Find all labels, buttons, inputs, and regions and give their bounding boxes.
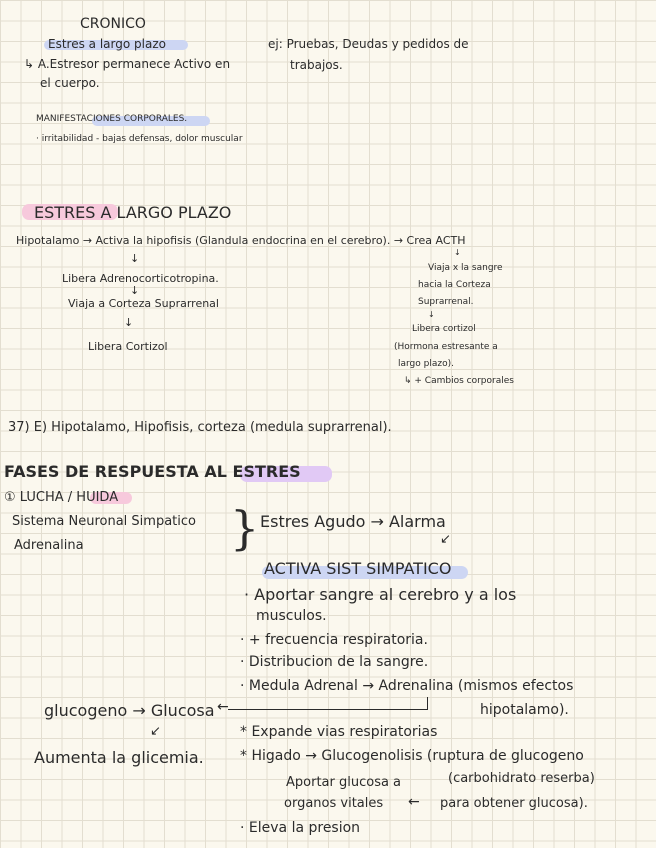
bullet-distribucion: · Distribucion de la sangre.: [240, 654, 429, 670]
activa-sist-simpatico: ACTIVA SIST SIMPATICO: [264, 559, 452, 578]
bullet-eleva-presion: · Eleva la presion: [240, 820, 361, 836]
question-37: 37) E) Hipotalamo, Hipofisis, corteza (medula suprarrenal).: [8, 420, 392, 435]
cronico-line2: ↳ A.Estresor permanece Activo en: [24, 57, 231, 71]
estres-largo-plazo-title: ESTRES A LARGO PLAZO: [34, 203, 232, 222]
cronico-line1: Estres a largo plazo: [48, 37, 166, 51]
sistema-neuronal: Sistema Neuronal Simpatico: [12, 514, 196, 529]
lucha-huida: ① LUCHA / HUIDA: [4, 490, 119, 505]
carbohidrato-reserva: (carbohidrato reserba): [448, 771, 595, 786]
bullet-higado: * Higado → Glucogenolisis (ruptura de glucogeno: [240, 748, 584, 764]
bullet-medula-1: · Medula Adrenal → Adrenalina (mismos efectos: [240, 678, 574, 694]
bullet-aportar-sangre-2: musculos.: [256, 608, 327, 624]
fases-title: FASES DE RESPUESTA AL ESTRES: [4, 462, 301, 481]
aumenta-glicemia: Aumenta la glicemia.: [34, 748, 204, 767]
suprarrenal: Suprarrenal.: [418, 297, 474, 307]
cronico-line3: el cuerpo.: [40, 76, 100, 90]
down-arrow-r1: ↓: [454, 248, 461, 257]
largo-plazo: largo plazo).: [398, 359, 454, 369]
manifestaciones-title: MANIFESTACIONES CORPORALES.: [36, 114, 188, 124]
cronico-example1: ej: Pruebas, Deudas y pedidos de: [268, 37, 469, 51]
bullet-frecuencia: · + frecuencia respiratoria.: [240, 632, 428, 648]
cronico-example2: trabajos.: [290, 58, 343, 72]
cambios-corporales: ↳ + Cambios corporales: [404, 376, 514, 386]
viaja-sangre: Viaja x la sangre: [428, 263, 503, 273]
obtener-glucosa: para obtener glucosa).: [440, 796, 588, 811]
down-arrow-3: ↓: [124, 316, 134, 329]
bullet-expande: * Expande vias respiratorias: [240, 724, 438, 740]
hipotalamo-main-line: Hipotalamo → Activa la hipofisis (Glandula endocrina en el cerebro). → Crea ACTH: [16, 234, 466, 247]
arrow-down-left-2: ↙: [150, 724, 161, 739]
glucogeno-glucosa: glucogeno → Glucosa: [44, 701, 215, 720]
viaja-corteza: Viaja a Corteza Suprarrenal: [68, 297, 219, 310]
hormona-estresante: (Hormona estresante a: [394, 342, 498, 352]
libera-cortizol-right: Libera cortizol: [412, 324, 476, 334]
bullet-medula-2: hipotalamo).: [480, 702, 569, 718]
libera-cortizol-left: Libera Cortizol: [88, 340, 168, 353]
bullet-aportar-sangre-1: · Aportar sangre al cerebro y a los: [244, 585, 517, 604]
manifestaciones-text: · irritabilidad - bajas defensas, dolor muscular: [36, 134, 243, 144]
down-arrow-r2: ↓: [428, 310, 435, 319]
libera-adrenocorticotropina: Libera Adrenocorticotropina.: [62, 272, 219, 285]
brace-symbol: }: [230, 501, 260, 555]
arrow-down-left: ↙: [440, 532, 451, 547]
connector-line: [228, 709, 428, 710]
cronico-title: CRONICO: [80, 16, 146, 32]
down-arrow-2: ↓: [130, 284, 140, 297]
arrow-left-2: ←: [408, 794, 420, 810]
connector-line-up: [427, 697, 428, 710]
aportar-glucosa: Aportar glucosa a: [286, 775, 402, 790]
hacia-corteza: hacia la Corteza: [418, 280, 491, 290]
organos-vitales: organos vitales: [284, 796, 384, 811]
adrenalina-left: Adrenalina: [14, 538, 84, 553]
arrow-left: ←: [217, 699, 229, 715]
estres-agudo-alarma: Estres Agudo → Alarma: [260, 512, 446, 531]
down-arrow-1: ↓: [130, 252, 140, 265]
